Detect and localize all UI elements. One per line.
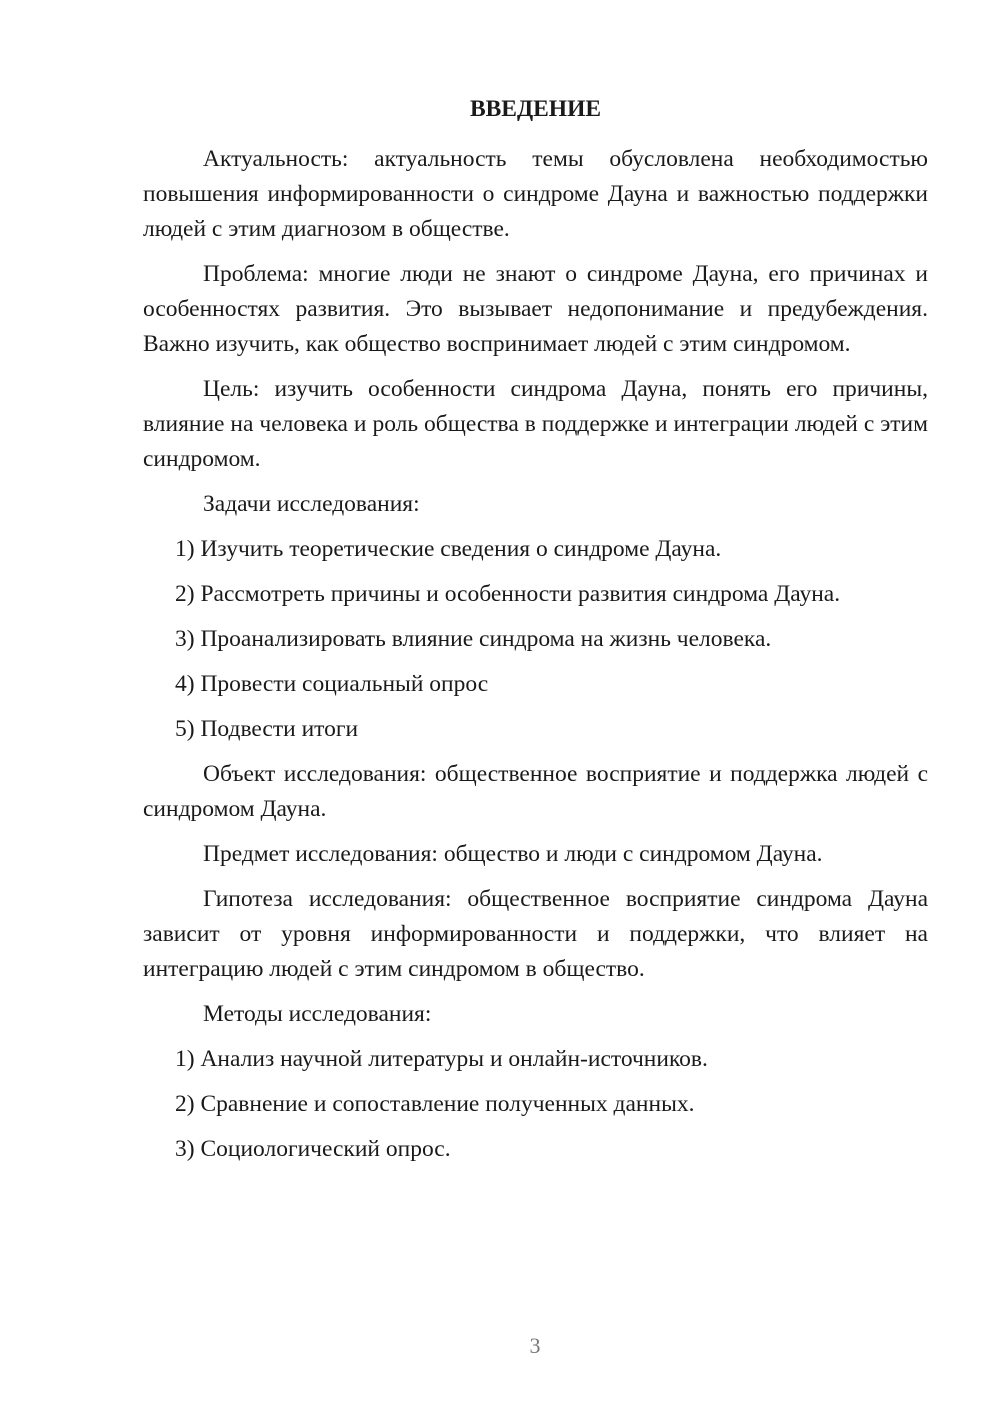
object-paragraph: Объект исследования: общественное восприятие и поддержка людей с синдромом Дауна.: [143, 761, 928, 822]
task-item-3: 3) Проанализировать влияние синдрома на жизнь человека.: [175, 626, 772, 652]
goal-paragraph: Цель: изучить особенности синдрома Дауна, понять его причины, влияние на человека и роль общества в поддержке и интеграции людей с этим синдромом.: [143, 376, 928, 472]
task-item-5: 5) Подвести итоги: [175, 716, 359, 742]
hypothesis-paragraph: Гипотеза исследования: общественное восприятие синдрома Дауна зависит от уровня информированности и поддержки, что влияет на интеграцию людей с этим синдромом в общество.: [143, 886, 928, 982]
task-item-4: 4) Провести социальный опрос: [175, 671, 489, 697]
method-item-2: 2) Сравнение и сопоставление полученных данных.: [175, 1091, 695, 1117]
problem-paragraph: Проблема: многие люди не знают о синдроме Дауна, его причинах и особенностях развития. Это вызывает недопонимание и предубеждения. Важно изучить, как общество воспринимает людей с этим синдромом.: [143, 261, 928, 357]
relevance-paragraph: Актуальность: актуальность темы обусловлена необходимостью повышения информированности о синдроме Дауна и важностью поддержки людей с этим диагнозом в обществе.: [143, 146, 928, 242]
tasks-list: [143, 532, 928, 747]
task-item-1: 1) Изучить теоретические сведения о синдроме Дауна.: [175, 536, 722, 562]
page-number: 3: [529, 1333, 541, 1358]
method-item-1: 1) Анализ научной литературы и онлайн-источников.: [175, 1046, 708, 1072]
task-item-2: 2) Рассмотреть причины и особенности развития синдрома Дауна.: [175, 581, 841, 607]
methods-list: [143, 1042, 928, 1167]
tasks-label: Задачи исследования:: [203, 491, 420, 517]
method-item-3: 3) Социологический опрос.: [175, 1136, 451, 1162]
subject-paragraph: Предмет исследования: общество и люди с синдромом Дауна.: [203, 841, 823, 867]
section-heading: ВВЕДЕНИЕ: [469, 96, 602, 122]
methods-label: Методы исследования:: [203, 1001, 432, 1027]
page-content: [143, 92, 928, 1177]
